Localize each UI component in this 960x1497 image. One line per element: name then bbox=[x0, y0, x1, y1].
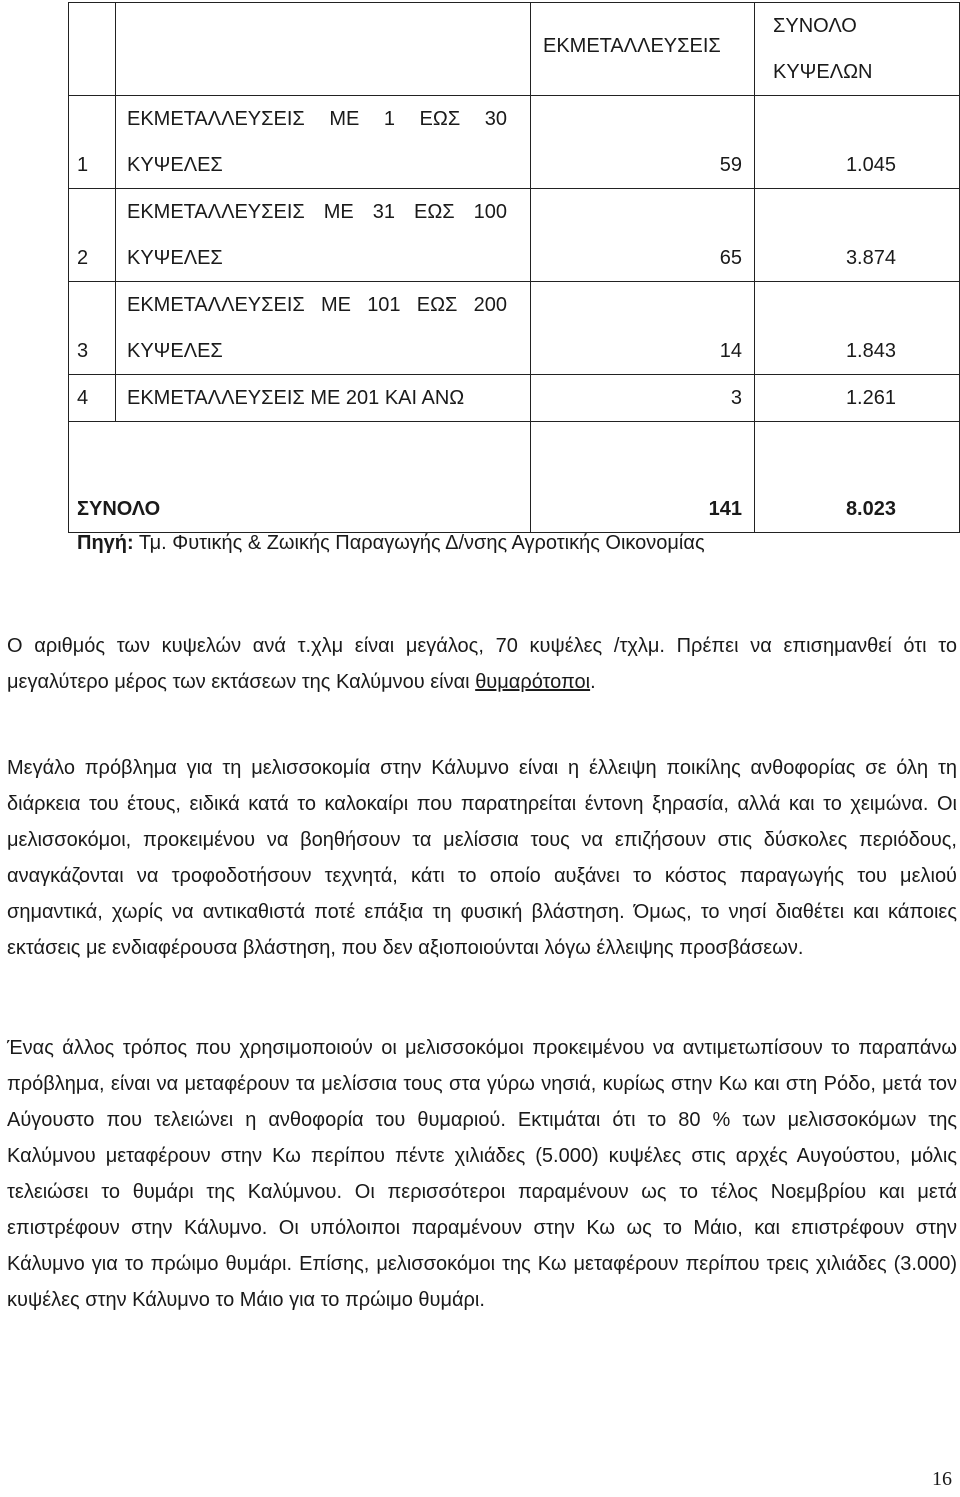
category-word: 31 bbox=[372, 201, 395, 223]
row-farms: 59 bbox=[531, 96, 755, 189]
hive-statistics-table-wrapper bbox=[68, 2, 894, 533]
paragraph-hive-density bbox=[7, 628, 957, 700]
row-num: 2 bbox=[69, 189, 116, 282]
table-row bbox=[69, 375, 960, 422]
total-hives: 8.023 bbox=[755, 422, 960, 533]
row-category-line2: ΚΥΨΕΛΕΣ bbox=[127, 247, 223, 269]
p1-text: Ο αριθμός των κυψελών ανά τ.χλμ είναι μεγάλος, 70 κυψέλες /τχλμ. Πρέπει να επισημανθεί ότι το μεγαλύτερο μέρος των εκτάσεων της Καλύμνου είναι bbox=[7, 635, 957, 693]
row-farms: 14 bbox=[531, 282, 755, 375]
row-num: 4 bbox=[69, 375, 116, 422]
paragraph-hive-transfer: Ένας άλλος τρόπος που χρησιμοποιούν οι μελισσοκόμοι προκειμένου να αντιμετωπίσουν το παραπάνω πρόβλημα, είναι να μεταφέρουν τα μελίσσια τους στα γύρω νησιά, κυρίως στην Κω και στη Ρόδο, μετά τον Αύγουστο που τελειώνει η ανθοφορία του θυμαριού. Εκτιμάται ότι το 80 % των μελισσοκόμων της Καλύμνου μεταφέρουν στην Κω περίπου πέντε χιλιάδες (5.000) κυψέλες στις αρχές Αυγούστου, μόλις τελειώσει το θυμάρι της Καλύμνου. Οι περισσότεροι παραμένουν ως το τέλος Νοεμβρίου και μετά επιστρέφουν στην Κάλυμνο. Οι υπόλοιποι παραμένουν στην Κω ως το Μάιο, και επιστρέφουν στην Κάλυμνο για το πρώιμο θυμάρι. Επίσης, μελισσοκόμοι της Κω μεταφέρουν περίπου τρεις χιλιάδες (3.000) κυψέλες στην Κάλυμνο το Μάιο για το πρώιμο θυμάρι. bbox=[7, 1037, 957, 1311]
table-row bbox=[69, 96, 960, 189]
row-category-line1 bbox=[127, 96, 507, 142]
row-category-line2: ΚΥΨΕΛΕΣ bbox=[127, 340, 223, 362]
category-word: ΕΩΣ bbox=[413, 201, 455, 223]
p1-end: . bbox=[590, 671, 596, 693]
source-text: Τμ. Φυτικής & Ζωικής Παραγωγής Δ/νσης Αγροτικής Οικονομίας bbox=[133, 532, 705, 554]
table-total-row bbox=[69, 422, 960, 533]
total-farms: 141 bbox=[531, 422, 755, 533]
row-category bbox=[116, 96, 531, 189]
row-category bbox=[116, 282, 531, 375]
table-header-row bbox=[69, 3, 960, 96]
table-row bbox=[69, 189, 960, 282]
header-num-cell bbox=[69, 3, 116, 96]
header-hives-line1: ΣΥΝΟΛΟ bbox=[773, 15, 857, 37]
table-source-note bbox=[77, 532, 705, 555]
category-word: ΜΕ bbox=[323, 201, 354, 223]
category-word: 100 bbox=[473, 201, 507, 223]
paragraph-flowering-problem: Μεγάλο πρόβλημα για τη μελισσοκομία στην Κάλυμνο είναι η έλλειψη ποικίλης ανθοφορίας σε όλη τη διάρκεια του έτους, ειδικά κατά το καλοκαίρι που παρατηρείται έντονη ξηρασία, αλλά και το χειμώνα. Οι μελισσοκόμοι, προκειμένου να βοηθήσουν τα μελίσσια τους να επιζήσουν στις δύσκολες περιόδους, αναγκάζονται να τροφοδοτήσουν τεχνητά, κάτι το οποίο αυξάνει το κόστος παραγωγής του μελιού σημαντικά, χωρίς να αντικαθιστά ποτέ επάξια τη φυσική βλάστηση. Όμως, το νησί διαθέτει και κάποιες εκτάσεις με ενδιαφέρουσα βλάστηση, που δεν αξιοποιούνται λόγω έλλειψης προσβάσεων. bbox=[7, 757, 957, 959]
row-category bbox=[116, 189, 531, 282]
row-category-line1 bbox=[127, 189, 507, 235]
row-category-line2: ΚΥΨΕΛΕΣ bbox=[127, 154, 223, 176]
total-label: ΣΥΝΟΛΟ bbox=[69, 422, 531, 533]
row-hives: 3.874 bbox=[755, 189, 960, 282]
p1-underlined-term: θυμαρότοποι bbox=[475, 671, 591, 693]
row-farms: 65 bbox=[531, 189, 755, 282]
source-label: Πηγή: bbox=[77, 532, 134, 554]
hive-statistics-table bbox=[68, 2, 960, 533]
category-word: ΕΩΣ bbox=[419, 108, 461, 130]
row-category-line1 bbox=[127, 282, 507, 328]
row-category: ΕΚΜΕΤΑΛΛΕΥΣΕΙΣ ΜΕ 201 ΚΑΙ ΑΝΩ bbox=[116, 375, 531, 422]
category-word: ΜΕ bbox=[329, 108, 360, 130]
category-word: ΕΚΜΕΤΑΛΛΕΥΣΕΙΣ bbox=[127, 108, 305, 130]
row-num: 1 bbox=[69, 96, 116, 189]
row-hives: 1.261 bbox=[755, 375, 960, 422]
page-number: 16 bbox=[932, 1468, 952, 1490]
header-category-cell bbox=[116, 3, 531, 96]
row-hives: 1.045 bbox=[755, 96, 960, 189]
table-row bbox=[69, 282, 960, 375]
row-farms: 3 bbox=[531, 375, 755, 422]
header-farms-cell: ΕΚΜΕΤΑΛΛΕΥΣΕΙΣ bbox=[531, 3, 755, 96]
category-word: 200 bbox=[473, 294, 507, 316]
category-word: ΜΕ bbox=[320, 294, 351, 316]
category-word: ΕΚΜΕΤΑΛΛΕΥΣΕΙΣ bbox=[127, 294, 305, 316]
row-num: 3 bbox=[69, 282, 116, 375]
category-word: 30 bbox=[484, 108, 507, 130]
category-word: ΕΩΣ bbox=[416, 294, 458, 316]
header-hives-line2: ΚΥΨΕΛΩΝ bbox=[773, 61, 873, 83]
category-word: 101 bbox=[367, 294, 401, 316]
row-hives: 1.843 bbox=[755, 282, 960, 375]
category-word: ΕΚΜΕΤΑΛΛΕΥΣΕΙΣ bbox=[127, 201, 305, 223]
category-word: 1 bbox=[383, 108, 395, 130]
header-hives-cell bbox=[755, 3, 960, 96]
